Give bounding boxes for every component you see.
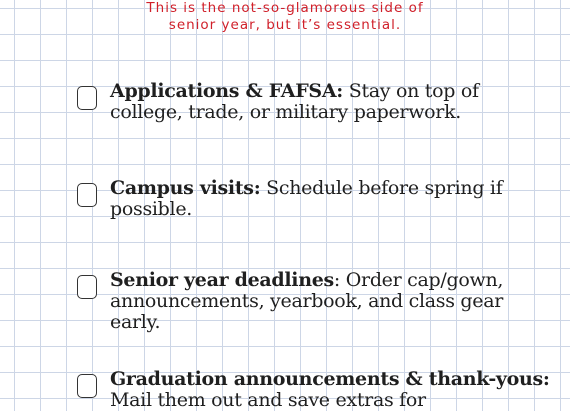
subtitle: [0, 0, 570, 34]
checklist-item-description: Mail them out and save extras for: [110, 389, 426, 411]
checkbox[interactable]: [77, 86, 97, 110]
checklist-item-title: Senior year deadlines: [110, 269, 334, 291]
checklist-item-text: [110, 369, 550, 411]
checklist-item-text: [110, 270, 550, 333]
checklist-item-description: Stay on top of college, trade, or military paperwork.: [110, 80, 479, 123]
checkbox[interactable]: [77, 374, 97, 398]
checkbox[interactable]: [77, 183, 97, 207]
subtitle-line-1: This is the not-so-glamorous side of: [146, 0, 424, 16]
checklist-item-text: [110, 178, 550, 220]
checklist-item-title: Graduation announcements & thank-yous:: [110, 368, 550, 390]
checkbox[interactable]: [77, 275, 97, 299]
checklist-item-description: Schedule before spring if possible.: [110, 177, 503, 220]
checklist-item-title: Campus visits:: [110, 177, 261, 199]
subtitle-line-2: senior year, but it’s essential.: [168, 17, 402, 33]
checklist-item-text: [110, 81, 550, 123]
checklist-item-title: Applications & FAFSA:: [110, 80, 343, 102]
checklist-item-description: : Order cap/gown, announcements, yearbook, and class gear early.: [110, 269, 504, 333]
